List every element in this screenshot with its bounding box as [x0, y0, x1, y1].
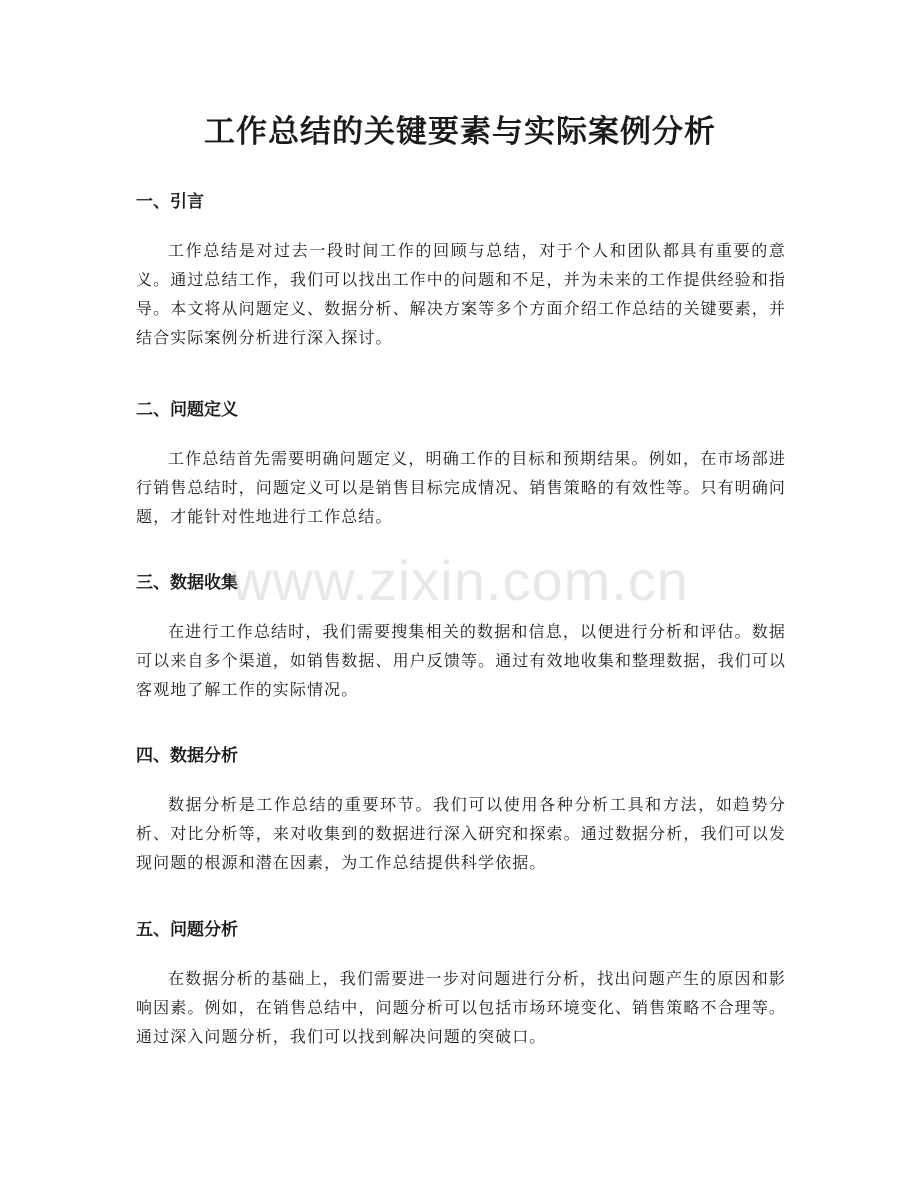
section-data-analysis [136, 744, 786, 877]
section-heading: 一、引言 [136, 192, 204, 212]
watermark-text: www.zixin.com.cn [231, 549, 689, 612]
section-heading: 三、数据收集 [136, 573, 238, 593]
section-problem-analysis [136, 918, 786, 1051]
section-problem-definition [136, 398, 786, 531]
section-introduction [136, 190, 786, 352]
document-title: 工作总结的关键要素与实际案例分析 [204, 114, 716, 150]
section-heading: 四、数据分析 [136, 746, 238, 766]
section-paragraph: 在数据分析的基础上，我们需要进一步对问题进行分析，找出问题产生的原因和影响因素。例如，在销售总结中，问题分析可以包括市场环境变化、销售策略不合理等。通过深入问题分析，我们可以找到解决问题的突破口。 [136, 969, 786, 1046]
section-paragraph: 工作总结是对过去一段时间工作的回顾与总结，对于个人和团队都具有重要的意义。通过总结工作，我们可以找出工作中的问题和不足，并为未来的工作提供经验和指导。本文将从问题定义、数据分析、解决方案等多个方面介绍工作总结的关键要素，并结合实际案例分析进行深入探讨。 [136, 241, 786, 347]
section-heading: 二、问题定义 [136, 400, 238, 420]
section-paragraph: 数据分析是工作总结的重要环节。我们可以使用各种分析工具和方法，如趋势分析、对比分析等，来对收集到的数据进行深入研究和探索。通过数据分析，我们可以发现问题的根源和潜在因素，为工作总结提供科学依据。 [136, 795, 786, 872]
section-data-collection [136, 571, 786, 704]
section-heading: 五、问题分析 [136, 920, 238, 940]
section-paragraph: 工作总结首先需要明确问题定义，明确工作的目标和预期结果。例如，在市场部进行销售总结时，问题定义可以是销售目标完成情况、销售策略的有效性等。只有明确问题，才能针对性地进行工作总结。 [136, 449, 786, 526]
section-paragraph: 在进行工作总结时，我们需要搜集相关的数据和信息，以便进行分析和评估。数据可以来自多个渠道，如销售数据、用户反馈等。通过有效地收集和整理数据，我们可以客观地了解工作的实际情况。 [136, 622, 786, 699]
